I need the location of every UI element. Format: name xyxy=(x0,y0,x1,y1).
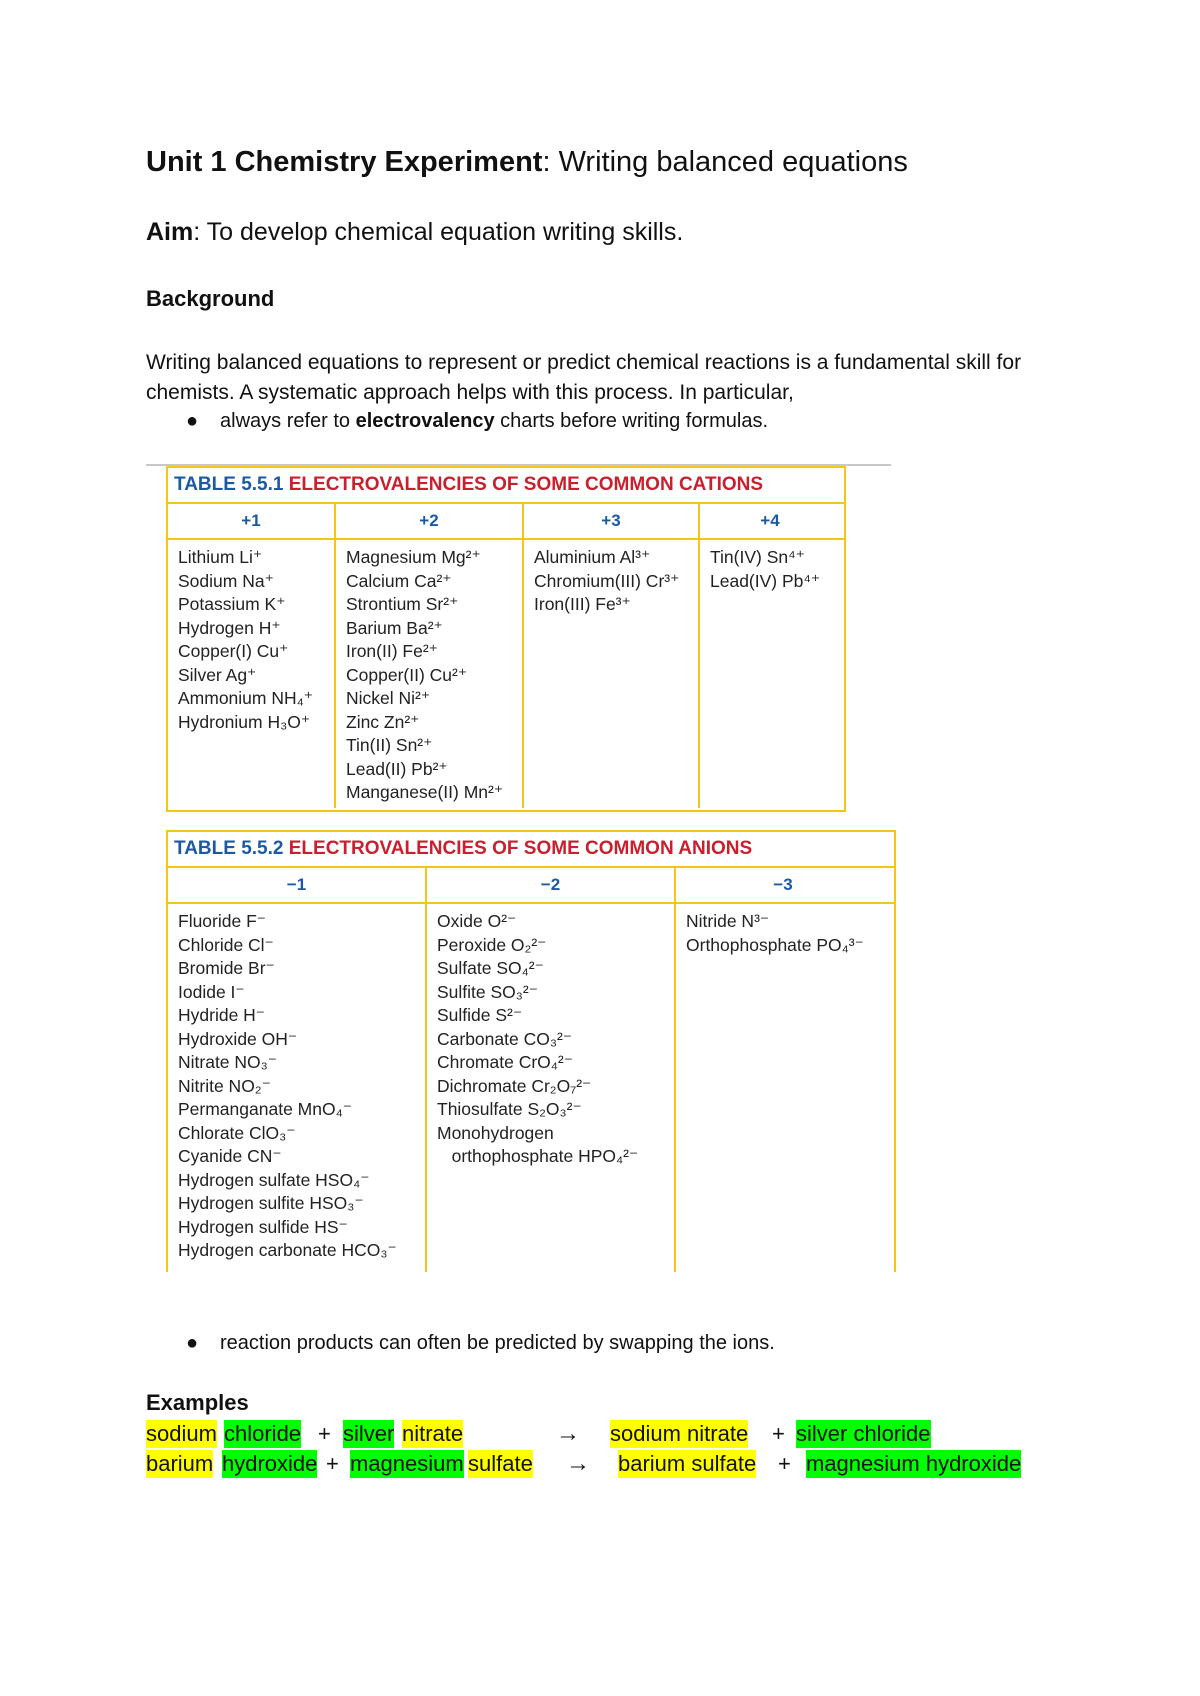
eq2-plus: + xyxy=(326,1451,339,1476)
background-paragraph: Writing balanced equations to represent or predict chemical reactions is a fundamental skill for chemists. A systematic approach helps with this process. In particular, xyxy=(146,351,1022,404)
cations-header-plus2: +2 xyxy=(336,504,524,538)
bullet-dot-icon: ● xyxy=(186,410,199,432)
cation-item: Zinc Zn²⁺ xyxy=(346,711,420,732)
cation-item: Silver Ag⁺ xyxy=(178,664,257,685)
bullet-dot-icon: ● xyxy=(186,1332,199,1354)
anion-item: Chloride Cl⁻ xyxy=(178,934,274,955)
anion-item: Hydroxide OH⁻ xyxy=(178,1028,298,1049)
eq2-product1: barium sulfate xyxy=(618,1451,757,1476)
anion-item: Chromate CrO₄²⁻ xyxy=(437,1052,573,1072)
anion-item: Nitrate NO₃⁻ xyxy=(178,1052,278,1072)
anion-item: Iodide I⁻ xyxy=(178,981,245,1002)
cation-item: Hydronium H₃O⁺ xyxy=(178,711,311,732)
anion-item: Chlorate ClO₃⁻ xyxy=(178,1122,296,1143)
cation-item: Tin(II) Sn²⁺ xyxy=(346,735,433,755)
eq1-reactant2-cation: silver xyxy=(343,1421,395,1446)
cation-item: Magnesium Mg²⁺ xyxy=(346,547,481,567)
anions-header-minus2: −2 xyxy=(427,868,676,902)
cation-item: Iron(II) Fe²⁺ xyxy=(346,641,438,661)
eq2-plus2: + xyxy=(778,1451,791,1476)
cation-item: Strontium Sr²⁺ xyxy=(346,594,459,614)
table1-number: TABLE 5.5.1 xyxy=(174,474,284,495)
eq2-reactant1-cation: barium xyxy=(146,1451,214,1476)
cation-item: Copper(I) Cu⁺ xyxy=(178,641,289,661)
page-title xyxy=(146,146,908,179)
anion-item: Sulfide S²⁻ xyxy=(437,1005,523,1025)
cation-item: Tin(IV) Sn⁴⁺ xyxy=(710,547,805,567)
table2-number: TABLE 5.5.2 xyxy=(174,838,284,859)
eq1-reactant2-anion: nitrate xyxy=(402,1421,464,1446)
example-equation-2 xyxy=(0,1450,1200,1478)
eq2-arrow-icon: → xyxy=(566,1450,590,1477)
cation-item: Nickel Ni²⁺ xyxy=(346,688,431,708)
eq1-reactant1-cation: sodium xyxy=(146,1421,217,1446)
anions-header-minus3: −3 xyxy=(773,875,793,894)
cation-item: Lithium Li⁺ xyxy=(178,547,263,567)
cations-table-caption xyxy=(168,468,844,504)
anion-item: Oxide O²⁻ xyxy=(437,911,517,931)
eq2-reactant2-cation: magnesium xyxy=(350,1451,464,1476)
anion-item: Hydrogen carbonate HCO₃⁻ xyxy=(178,1240,397,1260)
anion-item: Orthophosphate PO₄³⁻ xyxy=(686,934,864,955)
cation-item: Lead(IV) Pb⁴⁺ xyxy=(710,570,821,591)
anion-item: Fluoride F⁻ xyxy=(178,911,267,931)
anions-header-minus1: −1 xyxy=(168,868,427,902)
cation-item: Manganese(II) Mn²⁺ xyxy=(346,782,504,802)
eq1-arrow-icon: → xyxy=(556,1420,580,1447)
anion-item: Nitride N³⁻ xyxy=(686,911,770,931)
anion-item: Sulfate SO₄²⁻ xyxy=(437,958,544,978)
anions-col-minus3 xyxy=(676,904,890,1272)
cation-item: Aluminium Al³⁺ xyxy=(534,547,651,567)
cation-item: Sodium Na⁺ xyxy=(178,570,274,591)
cation-item: Ammonium NH₄⁺ xyxy=(178,688,314,708)
bullet2-text: reaction products can often be predicted by swapping the ions. xyxy=(220,1332,775,1354)
eq1-plus: + xyxy=(318,1421,331,1446)
anion-item: orthophosphate HPO₄²⁻ xyxy=(437,1146,639,1166)
cations-table xyxy=(166,466,846,812)
aim-line xyxy=(146,218,683,247)
anion-item: Sulfite SO₃²⁻ xyxy=(437,981,538,1002)
aim-label: Aim xyxy=(146,218,194,246)
eq2-reactant1-anion: hydroxide xyxy=(222,1451,318,1476)
anion-item: Carbonate CO₃²⁻ xyxy=(437,1028,573,1049)
bullet1-after: charts before writing formulas. xyxy=(494,410,769,432)
cations-col-plus1 xyxy=(168,540,336,808)
cations-col-plus3 xyxy=(524,540,700,808)
anions-table-caption xyxy=(168,832,894,868)
eq2-reactant2-anion: sulfate xyxy=(468,1451,533,1476)
cations-header-plus3: +3 xyxy=(524,504,700,538)
anion-item: Hydrogen sulfite HSO₃⁻ xyxy=(178,1193,364,1213)
cation-item: Barium Ba²⁺ xyxy=(346,617,443,638)
anions-body-row xyxy=(168,904,894,1272)
aim-text: : To develop chemical equation writing skills. xyxy=(193,218,684,246)
anion-item: Thiosulfate S₂O₃²⁻ xyxy=(437,1099,582,1119)
examples-heading: Examples xyxy=(146,1390,249,1415)
example-equation-1 xyxy=(0,1420,1200,1448)
cation-item: Chromium(III) Cr³⁺ xyxy=(534,570,680,591)
eq2-product2: magnesium hydroxide xyxy=(806,1451,1022,1476)
eq1-reactant1-anion: chloride xyxy=(224,1421,302,1446)
cations-body-row xyxy=(168,540,844,808)
anions-col-minus1 xyxy=(168,904,427,1272)
table2-name: ELECTROVALENCIES OF SOME COMMON ANIONS xyxy=(288,838,753,859)
cations-col-plus4 xyxy=(700,540,840,808)
eq1-product2: silver chloride xyxy=(796,1421,931,1446)
cations-col-plus2 xyxy=(336,540,524,808)
bullet-swapping-ions xyxy=(186,1332,775,1355)
anion-item: Permanganate MnO₄⁻ xyxy=(178,1099,352,1119)
cation-item: Calcium Ca²⁺ xyxy=(346,570,452,591)
anion-item: Monohydrogen xyxy=(437,1122,554,1143)
anion-item: Bromide Br⁻ xyxy=(178,958,275,978)
anion-item: Hydrogen sulfide HS⁻ xyxy=(178,1216,348,1237)
cations-header-row xyxy=(168,504,844,540)
bullet1-bold: electrovalency xyxy=(355,410,495,432)
title-rest: : Writing balanced equations xyxy=(542,146,908,178)
eq1-plus2: + xyxy=(772,1421,785,1446)
table1-name: ELECTROVALENCIES OF SOME COMMON CATIONS xyxy=(288,474,764,495)
cation-item: Copper(II) Cu²⁺ xyxy=(346,664,468,685)
title-bold: Unit 1 Chemistry Experiment xyxy=(146,146,543,178)
cations-header-plus1: +1 xyxy=(168,504,336,538)
anion-item: Cyanide CN⁻ xyxy=(178,1146,282,1166)
anion-item: Peroxide O₂²⁻ xyxy=(437,934,547,955)
anions-header-row xyxy=(168,868,894,904)
background-heading: Background xyxy=(146,286,275,311)
anion-item: Hydrogen sulfate HSO₄⁻ xyxy=(178,1169,370,1190)
eq1-product1: sodium nitrate xyxy=(610,1421,749,1446)
cation-item: Iron(III) Fe³⁺ xyxy=(534,594,631,614)
cation-item: Potassium K⁺ xyxy=(178,594,286,614)
bullet1-before: always refer to xyxy=(220,410,356,432)
cations-header-plus4: +4 xyxy=(760,511,780,530)
anions-col-minus2 xyxy=(427,904,676,1272)
anions-table xyxy=(166,830,896,1272)
cation-item: Lead(II) Pb²⁺ xyxy=(346,758,448,779)
anion-item: Nitrite NO₂⁻ xyxy=(178,1075,271,1096)
anion-item: Dichromate Cr₂O₇²⁻ xyxy=(437,1075,592,1096)
bullet-electrovalency xyxy=(186,410,769,433)
anion-item: Hydride H⁻ xyxy=(178,1005,266,1025)
cation-item: Hydrogen H⁺ xyxy=(178,617,281,638)
